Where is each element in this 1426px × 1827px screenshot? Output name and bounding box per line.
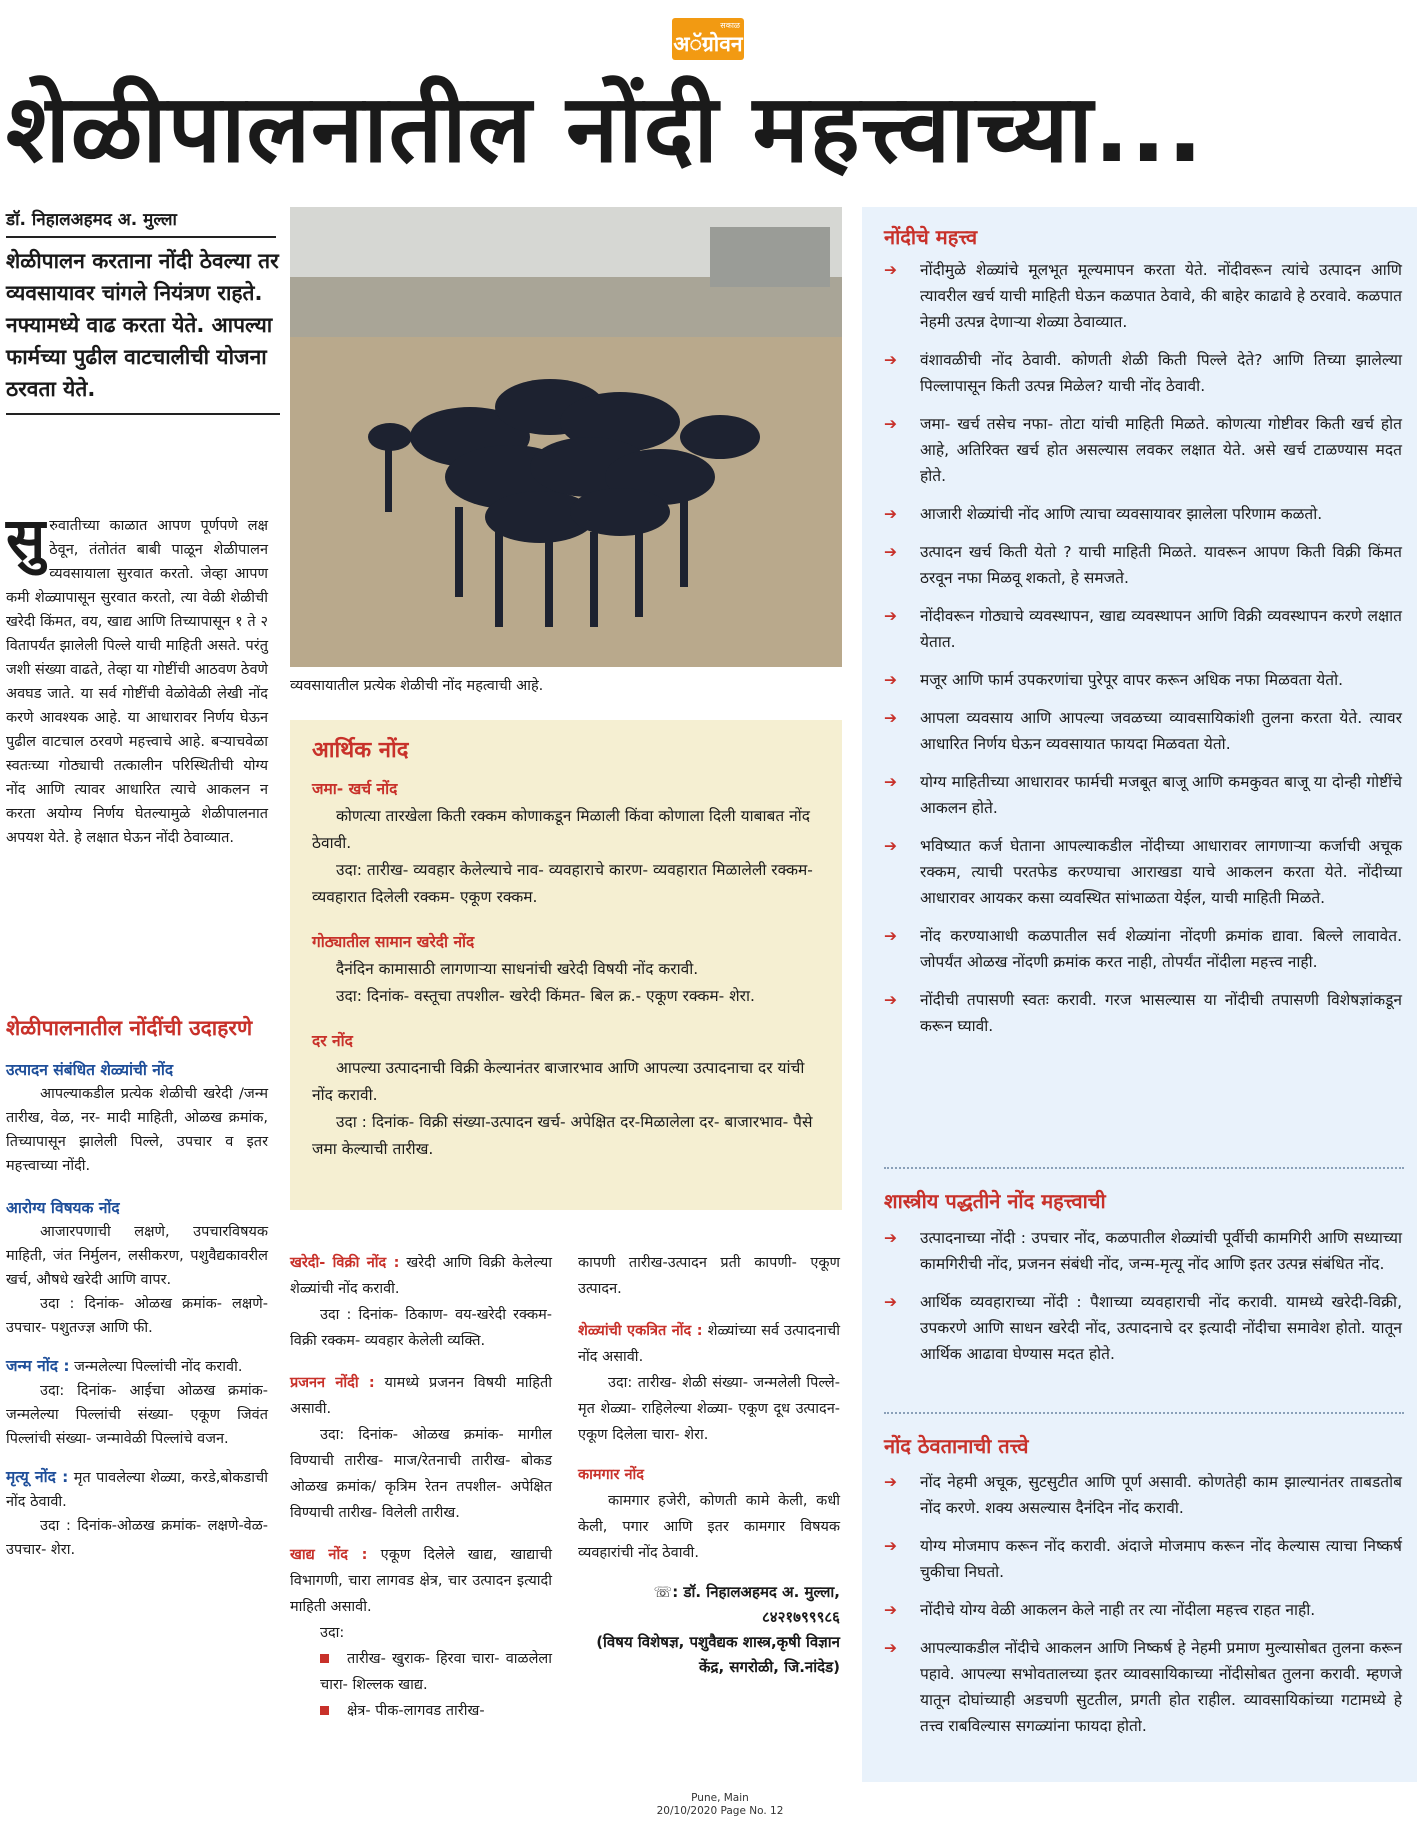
importance-title: नोंदीचे महत्त्व	[884, 225, 978, 249]
list-item: ➔ आपल्याकडील नोंदीचे आकलन आणि निष्कर्ष हे नेहमी प्रमाण मुल्यासोबत तुलना करून पहावे. आपल्या सभोवतालच्या इतर व्यावसायिकाच्या नोंदीसोबत तुलना करावी. म्हणजे यातून दोघांच्याही अडचणी सुटतील, प्रगती होत राहील. व्यावसायिकांच्या गटामध्ये हे तत्त्व राबविल्यास सगळ्यांना फायदा होतो.	[862, 1635, 1402, 1739]
agrowon-logo	[672, 18, 744, 60]
list-item: ➔ आर्थिक व्यवहाराच्या नोंदी : पैशाच्या व्यवहाराची नोंद करावी. यामध्ये खरेदी-विक्री, उपकरणे आणि साधन खरेदी नोंद, उत्पादनाचे दर इत्यादी नोंदीचा समावेश होतो. यातून आर्थिक आढावा घेण्यास मदत होते.	[862, 1289, 1402, 1367]
breeding-label: प्रजनन नोंदी :	[290, 1375, 375, 1391]
breeding-text: यामध्ये प्रजनन विषयी माहिती असावी.	[290, 1375, 552, 1417]
square-bullet-icon	[320, 1654, 329, 1663]
feed-label: खाद्य नोंद :	[290, 1547, 368, 1563]
author-contact: ☏: डॉ. निहालअहमद अ. मुल्ला, ८४२१७९९९८६	[653, 1583, 840, 1626]
mid-records-column	[290, 1250, 552, 1724]
health-label: आरोग्य विषयक नोंद	[6, 1199, 120, 1217]
photo-caption: व्यवसायातील प्रत्येक शेळीची नोंद महत्वाची आहे.	[290, 678, 544, 694]
headline: शेळीपालनातील नोंदी महत्त्वाच्या...	[6, 75, 1204, 184]
list-item: ➔ नोंदीचे योग्य वेळी आकलन केले नाही तर त्या नोंदीला महत्त्व राहत नाही.	[862, 1597, 1402, 1623]
sale-text: खरेदी आणि विक्री केलेल्या शेळ्यांची नोंद करावी.	[290, 1255, 553, 1297]
combined-example: उदा: तारीख- शेळी संख्या- जन्मलेली पिल्ले- मृत शेळ्या- राहिलेल्या शेळ्या- एकूण दूध उत्पादन- एकूण दिलेला चारा- शेरा.	[578, 1375, 840, 1443]
footer-edition: Pune, Main	[691, 1792, 749, 1804]
list-item: ➔ उत्पादनाच्या नोंदी : उपचार नोंद, कळपातील शेळ्यांची पूर्वीची कामगिरी आणि सध्याच्या कामगिरीची नोंद, प्रजनन संबंधी नोंद, जन्म-मृत्यू नोंद आणि इतर उत्पन्न संबंधित नोंद.	[862, 1225, 1402, 1277]
body-text: रुवातीच्या काळात आपण पूर्णपणे लक्ष ठेवून, तंतोतंत बाबी पाळून शेळीपालन व्यवसायाला सुरवात करतो. जेव्हा आपण कमी शेळ्यापासून सुरवात करतो, त्या वेळी शेळीची खरेदी किंमत, वय, खाद्य आणि तिच्यापासून १ ते २ वितापर्यंत झालेली पिल्ले याची माहिती असते. परंतु जशी संख्या वाढते, तेव्हा या गोष्टींची आठवण ठेवणे अवघड जाते. या सर्व गोष्टींची वेळोवेळी लेखी नोंद करणे आवश्यक आहे. या आधारावर निर्णय घेऊन पुढील वाटचाल ठरवणे महत्त्वाचे आहे. बऱ्याचवेळा स्वतःच्या गोठ्याची तत्कालीन परिस्थितीची योग्य नोंद आणि त्यावर आधारित त्याचे आकलन न करता अयोग्य निर्णय घेतल्यामुळे शेळीपालनात अपयश येते. हे लक्षात घेऊन नोंदी ठेवाव्यात.	[6, 518, 268, 846]
arrow-icon: ➔	[884, 1293, 897, 1311]
feed-example-label: उदा:	[320, 1625, 345, 1641]
arrow-icon: ➔	[884, 709, 897, 727]
labour-label: कामगार नोंद	[578, 1467, 644, 1483]
scientific-list	[862, 1225, 1402, 1379]
arrow-icon: ➔	[884, 415, 897, 433]
combined-label: शेळ्यांची एकत्रित नोंद :	[578, 1323, 703, 1339]
arrow-icon: ➔	[884, 927, 897, 945]
birth-text: जन्मलेल्या पिल्लांची नोंद करावी.	[74, 1359, 243, 1375]
examples-section	[6, 1014, 268, 1562]
feed-bullet-1: तारीख- खुराक- हिरवा चारा- वाळलेला चारा- शिल्लक खाद्य.	[320, 1651, 552, 1693]
principles-list	[862, 1469, 1402, 1751]
purchase-text: दैनंदिन कामासाठी लागणाऱ्या साधनांची खरेदी विषयी नोंद करावी.	[336, 960, 699, 978]
labour-text: कामगार हजेरी, कोणती कामे केली, कधी केली, पगार आणि इतर कामगार विषयक व्यवहारांची नोंद ठेवावी.	[578, 1493, 840, 1561]
list-item: ➔ वंशावळीची नोंद ठेवावी. कोणती शेळी किती पिल्ले देते? आणि तिच्या झालेल्या पिल्लापासून किती उत्पन्न मिळेल? याची नोंद ठेवावी.	[862, 347, 1402, 399]
list-item: ➔ नोंदीमुळे शेळ्यांचे मूलभूत मूल्यमापन करता येते. नोंदीवरून त्यांचे उत्पादन आणि त्यावरील खर्च याची माहिती घेऊन कळपात ठेवावे, की बाहेर काढावे हे ठरवावे. कळपात नेहमी उत्पन्न देणाऱ्या शेळ्या ठेवाव्यात.	[862, 257, 1402, 335]
dropcap: सु	[6, 505, 46, 573]
arrow-icon: ➔	[884, 837, 897, 855]
birth-example: उदा: दिनांक- आईचा ओळख क्रमांक-जन्मलेल्या पिल्लांची संख्या- एकूण जिवंत पिल्लांची संख्या- जन्मावेळी पिल्लांचे वजन.	[6, 1383, 268, 1447]
list-item: ➔ नोंदीवरून गोठ्याचे व्यवस्थापन, खाद्य व्यवस्थापन आणि विक्री व्यवस्थापन करणे लक्षात येतात.	[862, 603, 1402, 655]
health-text: आजारपणाची लक्षणे, उपचारविषयक माहिती, जंत निर्मुलन, लसीकरण, पशुवैद्यकावरील खर्च, औषधे खरेदी आणि वापर.	[6, 1224, 268, 1288]
list-item: ➔ उत्पादन खर्च किती येतो ? याची माहिती मिळते. यावरून आपण किती विक्री किंमत ठरवून नफा मिळवू शकतो, हे समजते.	[862, 539, 1402, 591]
arrow-icon: ➔	[884, 1601, 897, 1619]
list-item: ➔ योग्य माहितीच्या आधारावर फार्मची मजबूत बाजू आणि कमकुवत बाजू या दोन्ही गोष्टींचे आकलन होते.	[862, 769, 1402, 821]
arrow-icon: ➔	[884, 1229, 897, 1247]
sale-example: उदा : दिनांक- ठिकाण- वय-खरेदी रक्कम- विक्री रक्कम- व्यवहार केलेली व्यक्ति.	[290, 1307, 552, 1349]
cashbook-title: जमा- खर्च नोंद	[312, 780, 398, 798]
examples-heading: शेळीपालनातील नोंदींची उदाहरणे	[6, 1016, 253, 1040]
list-item: ➔ जमा- खर्च तसेच नफा- तोटा यांची माहिती मिळते. कोणत्या गोष्टीवर किती खर्च होत आहे, अतिरिक्त खर्च होत असल्यास लवकर लक्षात येते. असे खर्च टाळण्यास मदत होते.	[862, 411, 1402, 489]
financial-title: आर्थिक नोंद	[312, 738, 409, 763]
list-item: ➔ मजूर आणि फार्म उपकरणांचा पुरेपूर वापर करून अधिक नफा मिळवता येतो.	[862, 667, 1402, 693]
divider	[884, 1412, 1404, 1414]
intro-paragraph: शेळीपालन करताना नोंदी ठेवल्या तर व्यवसायावर चांगले नियंत्रण राहते. नफ्यामध्ये वाढ करता येते. आपल्या फार्मच्या पुढील वाटचालीची योजना ठरवता येते.	[6, 245, 280, 415]
arrow-icon: ➔	[884, 671, 897, 689]
list-item: ➔ नोंदीची तपासणी स्वतः करावी. गरज भासल्यास या नोंदीची तपासणी विशेषज्ञांकडून करून घ्यावी.	[862, 987, 1402, 1039]
arrow-icon: ➔	[884, 261, 897, 279]
cashbook-example: उदा: तारीख- व्यवहार केलेल्याचे नाव- व्यवहाराचे कारण- व्यवहारात मिळालेली रक्कम- व्यवहारात दिलेली रक्कम- एकूण रक्कम.	[312, 861, 813, 906]
principles-title: नोंद ठेवतानाची तत्त्वे	[884, 1434, 1029, 1458]
arrow-icon: ➔	[884, 351, 897, 369]
logo-text: अॅग्रोवन	[673, 32, 743, 56]
arrow-icon: ➔	[884, 1473, 897, 1491]
footer-date-page: 20/10/2020 Page No. 12	[656, 1805, 784, 1817]
goat-herd-illustration	[290, 207, 842, 667]
info-panel	[862, 207, 1417, 1782]
scientific-title: शास्त्रीय पद्धतीने नोंद महत्त्वाची	[884, 1189, 1106, 1213]
death-text: मृत पावलेल्या शेळ्या, करडे,बोकडाची नोंद ठेवावी.	[6, 1470, 269, 1510]
production-text: आपल्याकडील प्रत्येक शेळीची खरेदी /जन्म तारीख, वेळ, नर- मादी माहिती, ओळख क्रमांक, तिच्यापासून झालेली पिल्ले, उपचार व इतर महत्त्वाच्या नोंदी.	[6, 1086, 268, 1174]
death-label: मृत्यू नोंद :	[6, 1468, 69, 1486]
arrow-icon: ➔	[884, 1537, 897, 1555]
sale-label: खरेदी- विक्री नोंद :	[290, 1255, 400, 1271]
list-item: ➔ आजारी शेळ्यांची नोंद आणि त्याचा व्यवसायावर झालेला परिणाम कळतो.	[862, 501, 1402, 527]
divider	[884, 1167, 1404, 1169]
arrow-icon: ➔	[884, 505, 897, 523]
purchase-example: उदा: दिनांक- वस्तूचा तपशील- खरेदी किंमत- बिल क्र.- एकूण रक्कम- शेरा.	[336, 987, 755, 1005]
feed-bullet-2: क्षेत्र- पीक-लागवड तारीख-	[347, 1703, 485, 1719]
combined-text: शेळ्यांच्या सर्व उत्पादनाची नोंद असावी.	[578, 1323, 841, 1365]
rate-example: उदा : दिनांक- विक्री संख्या-उत्पादन खर्च- अपेक्षित दर-मिळालेला दर- बाजारभाव- पैसे जमा केल्याची तारीख.	[312, 1113, 813, 1158]
goat-herd-photo	[290, 207, 842, 667]
health-example: उदा : दिनांक- ओळख क्रमांक- लक्षणे- उपचार- पशुतज्ज्ञ आणि फी.	[6, 1296, 268, 1336]
death-example: उदा : दिनांक-ओळख क्रमांक- लक्षणे-वेळ- उपचार- शेरा.	[6, 1518, 268, 1558]
logo-small-text: सकाळ	[720, 21, 740, 30]
feed-text: एकूण दिलेले खाद्य, खाद्याची विभागणी, चारा लागवड क्षेत्र, चार उत्पादन इत्यादी माहिती असावी.	[290, 1547, 552, 1615]
feed-continued: कापणी तारीख-उत्पादन प्रती कापणी- एकूण उत्पादन.	[578, 1255, 840, 1297]
right-records-column	[578, 1250, 840, 1680]
breeding-example: उदा: दिनांक- ओळख क्रमांक- मागील विण्याची तारीख- माज/रेतनाची तारीख- बोकड ओळख क्रमांक/ कृत्रिम रेतन तपशील- अपेक्षित विण्याची तारीख- विलेली तारीख.	[290, 1427, 552, 1521]
byline: डॉ. निहालअहमद अ. मुल्ला	[6, 207, 276, 238]
body-paragraph	[6, 505, 268, 850]
arrow-icon: ➔	[884, 773, 897, 791]
production-label: उत्पादन संबंधित शेळ्यांची नोंद	[6, 1061, 174, 1079]
list-item: ➔ नोंद करण्याआधी कळपातील सर्व शेळ्यांना नोंदणी क्रमांक द्यावा. बिल्ले लावावेत. जोपर्यंत ओळख नोंदणी क्रमांक करत नाही, तोपर्यंत नोंदीला महत्त्व नाही.	[862, 923, 1402, 975]
arrow-icon: ➔	[884, 607, 897, 625]
list-item: ➔ नोंद नेहमी अचूक, सुटसुटीत आणि पूर्ण असावी. कोणतेही काम झाल्यानंतर ताबडतोब नोंद करणे. शक्य असल्यास दैनंदिन नोंद करावी.	[862, 1469, 1402, 1521]
arrow-icon: ➔	[884, 543, 897, 561]
rate-text: आपल्या उत्पादनाची विक्री केल्यानंतर बाजारभाव आणि आपल्या उत्पादनाचा दर यांची नोंद करावी.	[312, 1059, 805, 1104]
page-footer	[620, 1792, 820, 1818]
rate-title: दर नोंद	[312, 1032, 353, 1050]
list-item: ➔ भविष्यात कर्ज घेताना आपल्याकडील नोंदीच्या आधारावर लागणाऱ्या कर्जाची अचूक रक्कम, त्याची परतफेड करण्याचा आराखडा याचे आकलन करता येते. नोंदीच्या आधारावर आयकर कसा व्यवस्थित सांभाळता येईल, याची माहिती मिळते.	[862, 833, 1402, 911]
square-bullet-icon	[320, 1706, 329, 1715]
arrow-icon: ➔	[884, 991, 897, 1009]
importance-list	[862, 257, 1402, 1051]
list-item: ➔ आपला व्यवसाय आणि आपल्या जवळच्या व्यावसायिकांशी तुलना करता येते. त्यावर आधारित निर्णय घेऊन व्यवसायात फायदा मिळवता येतो.	[862, 705, 1402, 757]
list-item: ➔ योग्य मोजमाप करून नोंद करावी. अंदाजे मोजमाप करून नोंद केल्यास त्याचा निष्कर्ष चुकीचा निघतो.	[862, 1533, 1402, 1585]
arrow-icon: ➔	[884, 1639, 897, 1657]
purchase-title: गोठ्यातील सामान खरेदी नोंद	[312, 933, 475, 951]
cashbook-text: कोणत्या तारखेला किती रक्कम कोणाकडून मिळाली किंवा कोणाला दिली याबाबत नोंद ठेवावी.	[312, 807, 810, 852]
birth-label: जन्म नोंद :	[6, 1357, 70, 1375]
financial-records-box	[290, 720, 842, 1210]
author-role: (विषय विशेषज्ञ, पशुवैद्यक शास्त्र,कृषी विज्ञान केंद्र, सगरोळी, जि.नांदेड)	[596, 1633, 840, 1676]
